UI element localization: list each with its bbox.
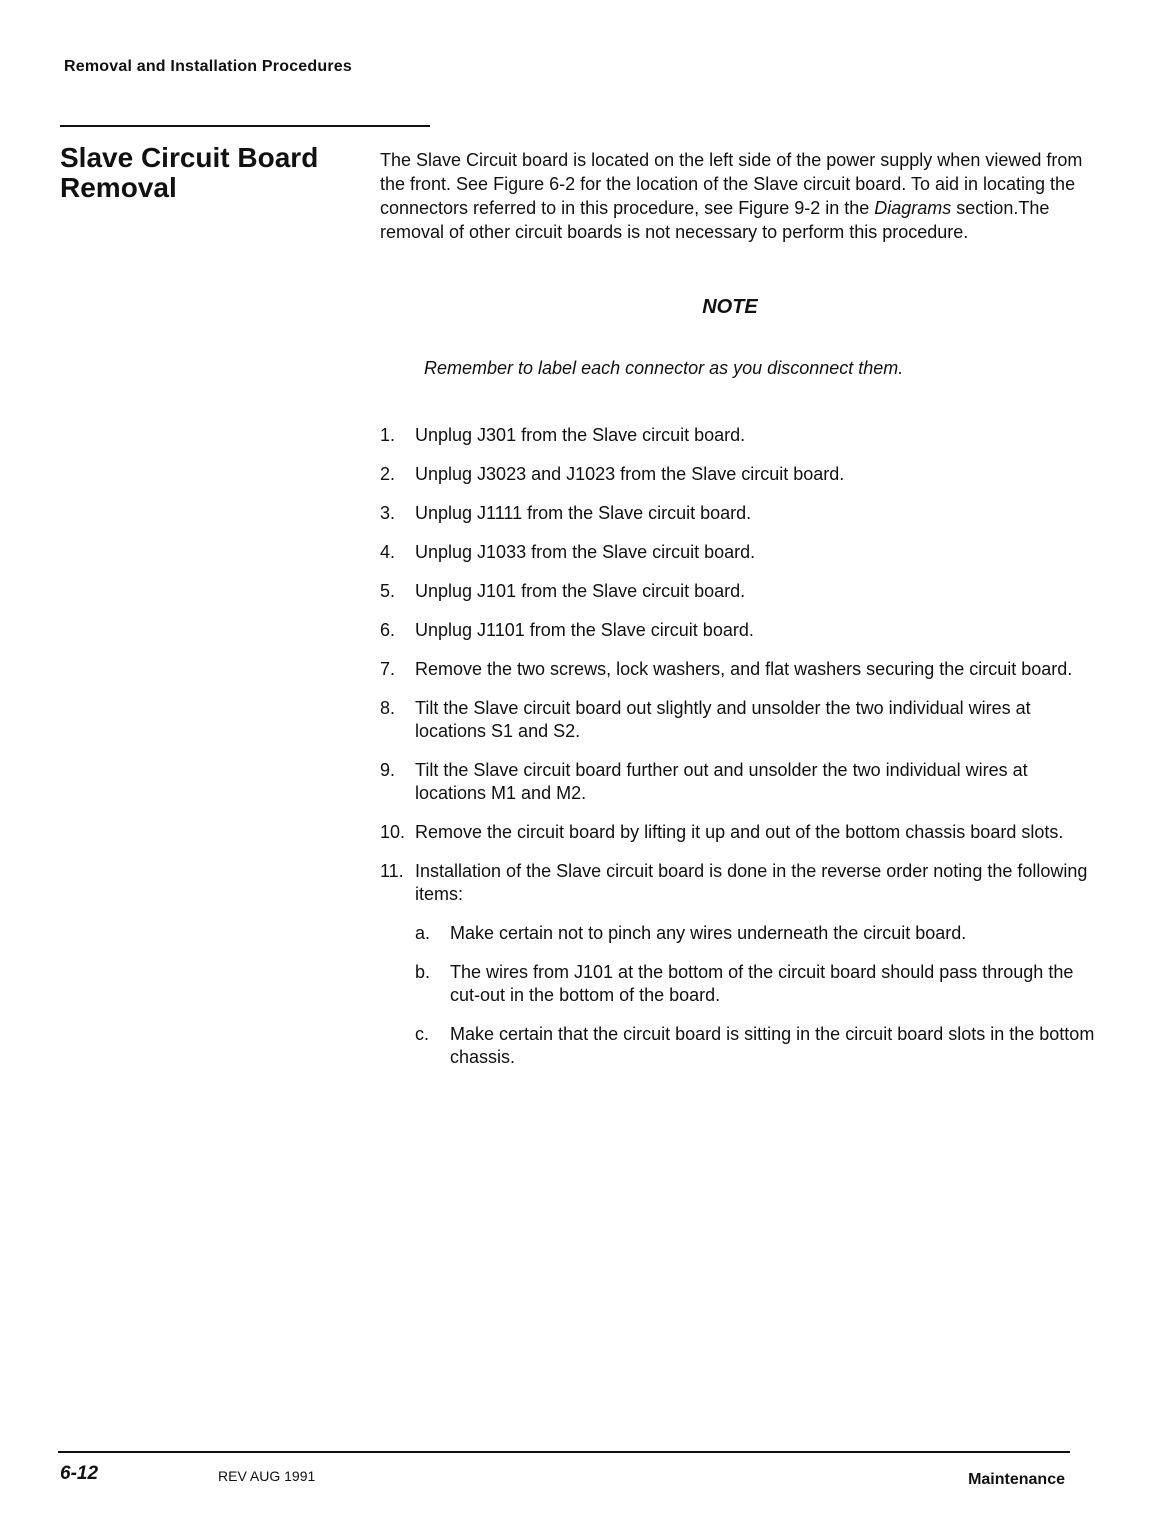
running-header: Removal and Installation Procedures bbox=[64, 58, 352, 75]
step-7 bbox=[380, 658, 1100, 681]
substep-text: The wires from J101 at the bottom of the circuit board should pass through the cut-out in the bottom of the board. bbox=[450, 962, 1074, 1005]
substep-letter: b. bbox=[415, 962, 431, 982]
revision-date: REV AUG 1991 bbox=[218, 1468, 316, 1484]
substep-c bbox=[415, 1023, 1100, 1069]
step-9 bbox=[380, 759, 1100, 805]
substep-text: Make certain that the circuit board is sitting in the circuit board slots in the bottom chassis. bbox=[450, 1024, 1095, 1067]
step-text: Remove the two screws, lock washers, and flat washers securing the circuit board. bbox=[415, 659, 1073, 679]
step-number: 11. bbox=[380, 861, 404, 881]
page-number: 6-12 bbox=[60, 1463, 99, 1484]
substep-b bbox=[415, 961, 1100, 1007]
step-3 bbox=[380, 502, 1100, 525]
step-number: 4. bbox=[380, 542, 396, 562]
step-number: 6. bbox=[380, 620, 396, 640]
step-8 bbox=[380, 697, 1100, 743]
step-text: Unplug J101 from the Slave circuit board. bbox=[415, 581, 746, 601]
step-number: 9. bbox=[380, 760, 396, 780]
step-6 bbox=[380, 619, 1100, 642]
substep-letter: a. bbox=[415, 923, 431, 943]
title-rule bbox=[60, 125, 430, 127]
substeps bbox=[415, 922, 1100, 1069]
intro-text-part1: The Slave Circuit board is located on the left side of the power supply when viewed from the front. See Figure 6-2 for the location of the Slave circuit board. To aid in locating the connectors referred to in this procedure, see Figure 9-2 in the bbox=[380, 150, 1083, 218]
step-number: 7. bbox=[380, 659, 396, 679]
intro-emphasis: Diagrams bbox=[874, 198, 952, 218]
step-number: 5. bbox=[380, 581, 396, 601]
footer-rule bbox=[58, 1451, 1070, 1453]
step-text: Tilt the Slave circuit board out slightly and unsolder the two individual wires at locations S1 and S2. bbox=[415, 698, 1031, 741]
step-2 bbox=[380, 463, 1100, 486]
step-text: Tilt the Slave circuit board further out and unsolder the two individual wires at locations M1 and M2. bbox=[415, 760, 1028, 803]
section-title: Slave Circuit Board Removal bbox=[60, 142, 319, 203]
step-text: Unplug J3023 and J1023 from the Slave circuit board. bbox=[415, 464, 845, 484]
step-text: Remove the circuit board by lifting it up and out of the bottom chassis board slots. bbox=[415, 822, 1064, 842]
step-10 bbox=[380, 821, 1100, 844]
substep-text: Make certain not to pinch any wires underneath the circuit board. bbox=[450, 923, 967, 943]
step-text: Unplug J1033 from the Slave circuit board. bbox=[415, 542, 756, 562]
footer-section-name: Maintenance bbox=[968, 1471, 1065, 1488]
step-number: 8. bbox=[380, 698, 396, 718]
step-text: Unplug J1101 from the Slave circuit board. bbox=[415, 620, 754, 640]
intro-text-part2: section.The removal of other circuit boards is not necessary to perform this procedure. bbox=[380, 198, 1050, 242]
substep-a bbox=[415, 922, 1100, 945]
step-5 bbox=[380, 580, 1100, 603]
step-4 bbox=[380, 541, 1100, 564]
step-11 bbox=[380, 860, 1100, 1069]
note-text: Remember to label each connector as you disconnect them. bbox=[424, 358, 904, 378]
note-heading: NOTE bbox=[702, 296, 758, 318]
step-number: 3. bbox=[380, 503, 396, 523]
step-number: 10. bbox=[380, 822, 406, 842]
step-text: Unplug J1111 from the Slave circuit board. bbox=[415, 503, 752, 523]
intro-paragraph bbox=[380, 148, 1090, 244]
step-1 bbox=[380, 424, 1100, 447]
substep-letter: c. bbox=[415, 1024, 430, 1044]
step-number: 1. bbox=[380, 425, 396, 445]
procedure-steps bbox=[380, 424, 1100, 1085]
step-number: 2. bbox=[380, 464, 396, 484]
step-text: Unplug J301 from the Slave circuit board. bbox=[415, 425, 746, 445]
step-text: Installation of the Slave circuit board is done in the reverse order noting the following items: bbox=[415, 861, 1088, 904]
